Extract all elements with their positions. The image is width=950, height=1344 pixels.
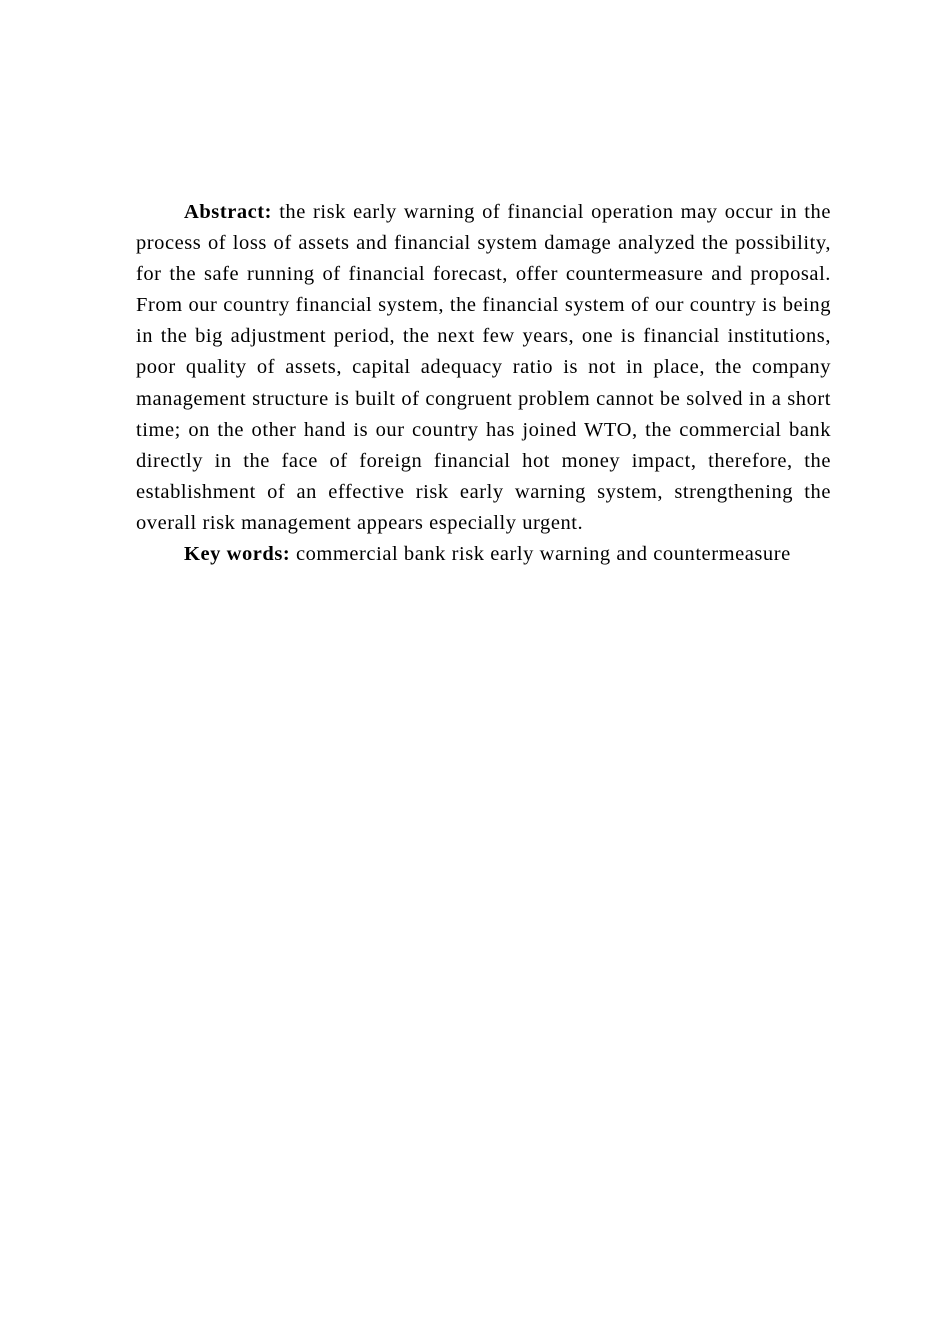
keywords-text: commercial bank risk early warning and countermeasure [295, 543, 791, 566]
abstract-label: Abstract: [184, 201, 273, 223]
keywords-paragraph [136, 539, 831, 570]
abstract-section [136, 197, 831, 570]
abstract-paragraph [136, 197, 831, 539]
abstract-text: the risk early warning of financial operation may occur in the process of loss of assets and financial system damage analyzed the possibility, for the safe running of financial forecast, offer countermeasure and proposal. From our country financial system, the financial system of our country is being in the big adjustment period, the next few years, one is financial institutions, poor quality of assets, capital adequacy ratio is not in place, the company management structure is built of congruent problem cannot be solved in a short time; on the other hand is our country has joined WTO, the commercial bank directly in the face of foreign financial hot money impact, therefore, the establishment of an effective risk early warning system, strengthening the overall risk management appears especially urgent. [136, 201, 831, 534]
keywords-label: Key words: [184, 543, 291, 566]
